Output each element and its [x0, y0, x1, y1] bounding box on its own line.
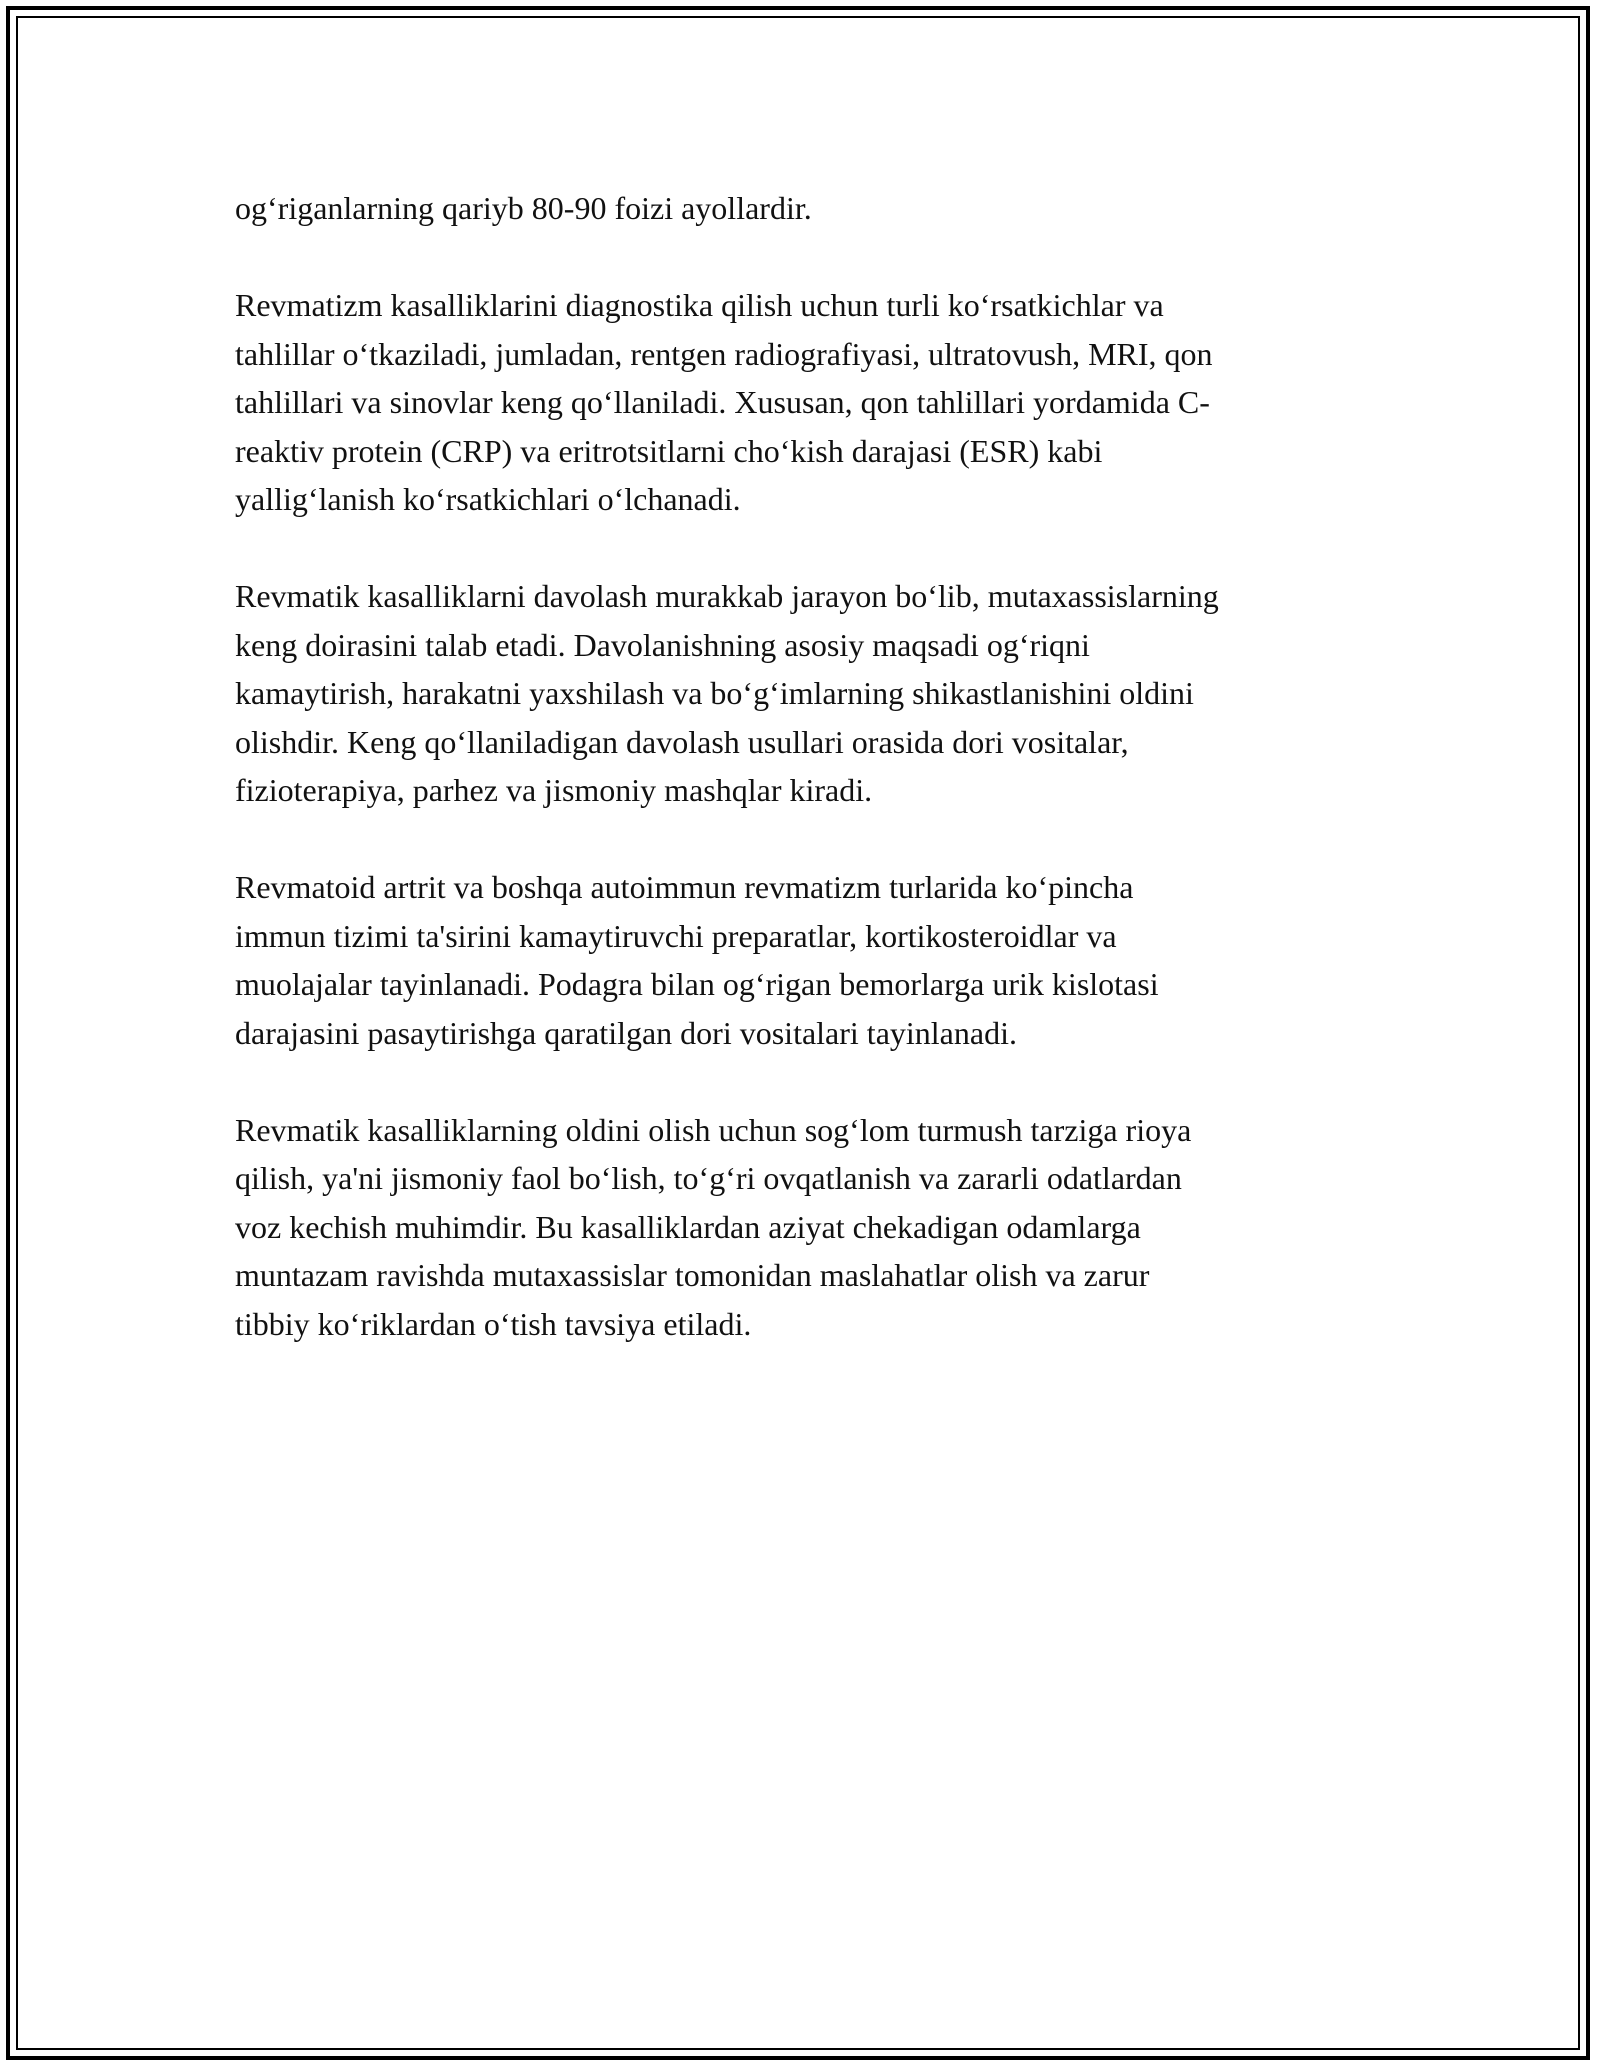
paragraph-2: Revmatizm kasalliklarini diagnostika qilish uchun turli ko‘rsatkichlar va tahlillar o‘tkaziladi, jumladan, rentgen radiografiyasi, ultratovush, MRI, qon tahlillari va sinovlar keng qo‘llaniladi. Xususan, qon tahlillari yordamida C- reaktiv protein (CRP) va eritrotsitlarni cho‘kish darajasi (ESR) kabi yallig‘lanish ko‘rsatkichlari o‘lchanadi.: [235, 287, 1213, 517]
document-body: [235, 184, 1375, 1397]
paragraph-1: og‘riganlarning qariyb 80-90 foizi ayollardir.: [235, 190, 812, 226]
paragraph-4: Revmatoid artrit va boshqa autoimmun revmatizm turlarida ko‘pincha immun tizimi ta'sirini kamaytiruvchi preparatlar, kortikosteroidlar va muolajalar tayinlanadi. Podagra bilan og‘rigan bemorlarga urik kislotasi darajasini pasaytirishga qaratilgan dori vositalari tayinlanadi.: [235, 869, 1159, 1051]
paragraph-5: Revmatik kasalliklarning oldini olish uchun sog‘lom turmush tarziga rioya qilish, ya'ni jismoniy faol bo‘lish, to‘g‘ri ovqatlanish va zararli odatlardan voz kechish muhimdir. Bu kasalliklardan aziyat chekadigan odamlarga muntazam ravishda mutaxassislar tomonidan maslahatlar olish va zarur tibbiy ko‘riklardan o‘tish tavsiya etiladi.: [235, 1111, 1192, 1342]
paragraph-3: Revmatik kasalliklarni davolash murakkab jarayon bo‘lib, mutaxassislarning keng doirasini talab etadi. Davolanishning asosiy maqsadi og‘riqni kamaytirish, harakatni yaxshilash va bo‘g‘imlarning shikastlanishini oldini olishdir. Keng qo‘llaniladigan davolash usullari orasida dori vositalar, fizioterapiya, parhez va jismoniy mashqlar kiradi.: [235, 578, 1219, 808]
